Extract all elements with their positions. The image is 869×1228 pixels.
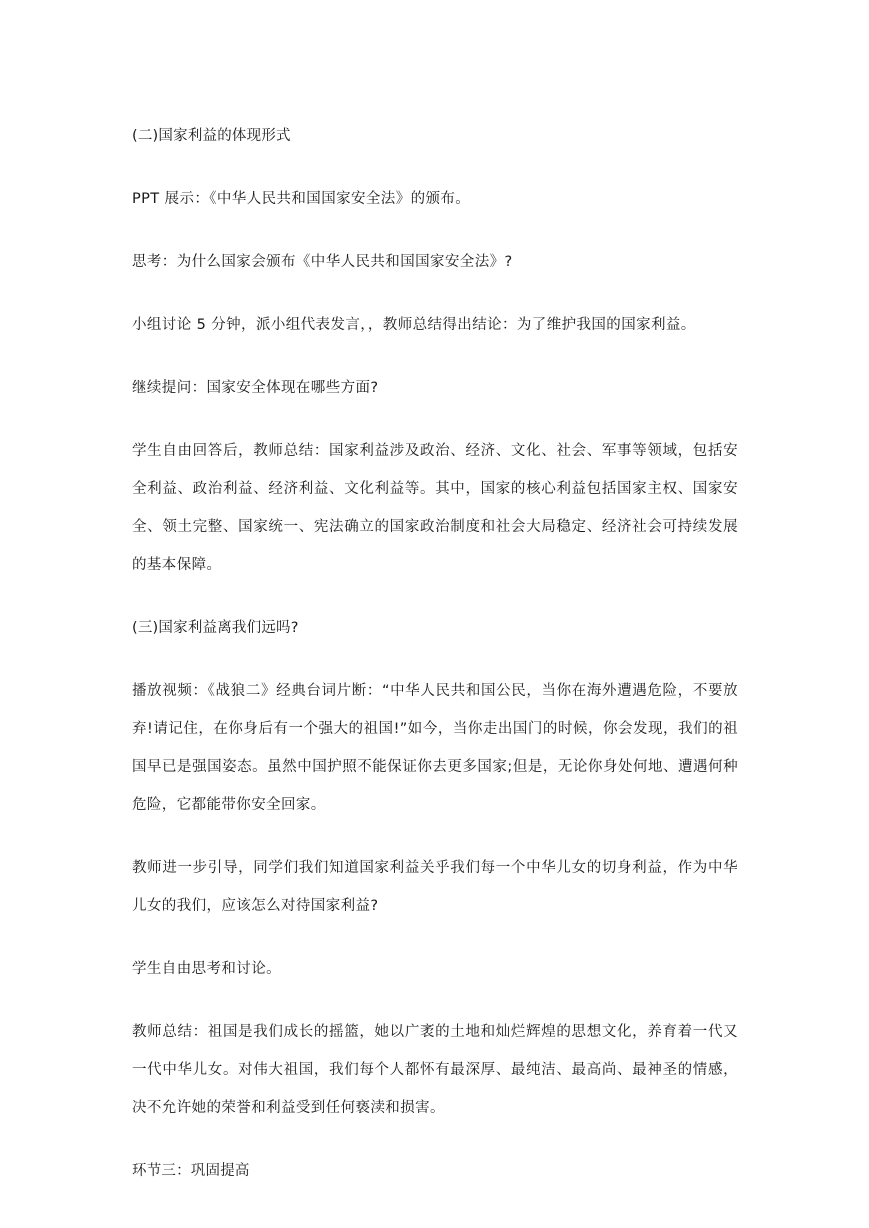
paragraph-video-playback: 播放视频：《战狼二》经典台词片断：“中华人民共和国公民，当你在海外遭遇危险，不要放弃!请记住，在你身后有一个强大的祖国!”如今，当你走出国门的时候，你会发现，我们的祖国早已是强国姿态。虽然中国护照不能保证你去更多国家;但是，无论你身处何地、遭遇何种危险，它都能带你安全回家。 (132, 683, 738, 813)
paragraph-teacher-summary-interests: 学生自由回答后，教师总结：国家利益涉及政治、经济、文化、社会、军事等领域，包括安全利益、政治利益、经济利益、文化利益等。其中，国家的核心利益包括国家主权、国家安全、领土完整、国家统一、宪法确立的国家政治制度和社会大局稳定、经济社会可持续发展的基本保障。 (132, 443, 738, 573)
paragraph-teacher-guidance: 教师进一步引导，同学们我们知道国家利益关乎我们每一个中华儿女的切身利益，作为中华儿女的我们，应该怎么对待国家利益? (132, 860, 738, 914)
document-body (132, 117, 738, 1215)
paragraph-student-discussion: 学生自由思考和讨论。 (132, 961, 281, 977)
paragraph-thinking-question: 思考：为什么国家会颁布《中华人民共和国国家安全法》? (132, 254, 513, 270)
paragraph-teacher-conclusion: 教师总结：祖国是我们成长的摇篮，她以广袤的土地和灿烂辉煌的思想文化，养育着一代又一代中华儿女。对伟大祖国，我们每个人都怀有最深厚、最纯洁、最高尚、最神圣的情感，决不允许她的荣誉和利益受到任何亵渎和损害。 (132, 1024, 738, 1116)
section-heading-consolidation: 环节三：巩固提高 (132, 1163, 250, 1179)
paragraph-ppt-display: PPT 展示：《中华人民共和国国家安全法》的颁布。 (132, 191, 471, 207)
section-heading-distance: (三)国家利益离我们远吗? (132, 620, 299, 636)
paragraph-group-discussion: 小组讨论 5 分钟，派小组代表发言，，教师总结得出结论：为了维护我国的国家利益。 (132, 317, 696, 333)
paragraph-follow-up-question: 继续提问：国家安全体现在哪些方面? (132, 380, 379, 396)
section-heading-manifestation: (二)国家利益的体现形式 (132, 128, 291, 144)
